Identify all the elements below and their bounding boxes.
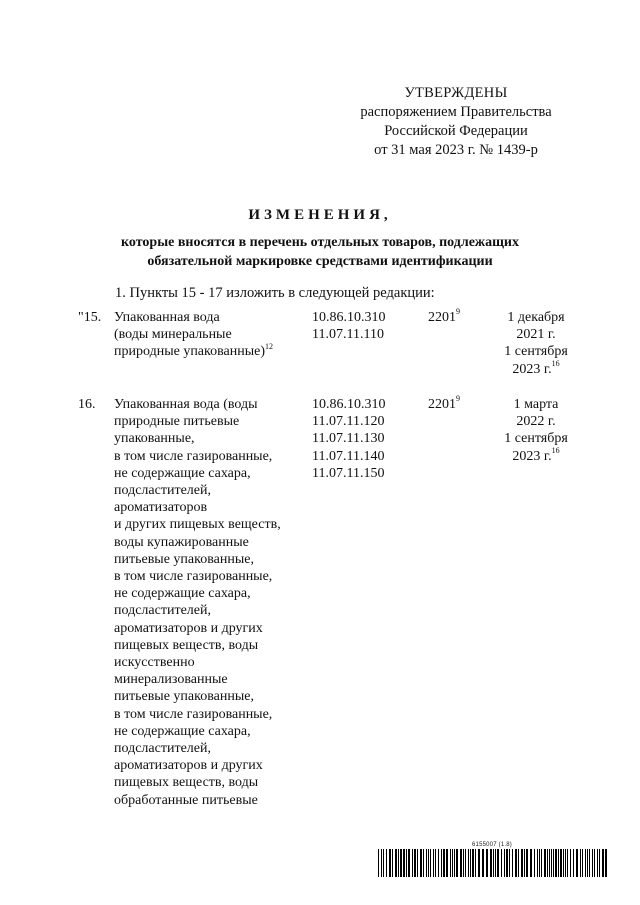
row-16-name: [114, 396, 304, 809]
barcode-bar: [582, 849, 583, 877]
approval-line-3: от 31 мая 2023 г. № 1439-р: [374, 142, 538, 158]
barcode-bar: [512, 849, 513, 877]
barcode-bar: [495, 849, 496, 877]
barcode-bar: [486, 849, 488, 877]
row-16-name-line: в том числе газированные,: [114, 448, 273, 464]
row-16-name-line: ароматизаторов и других: [114, 620, 263, 636]
row-16-name-line: питьевые упакованные,: [114, 551, 254, 567]
row-16-name-line: в том числе газированные,: [114, 569, 273, 585]
tnved-code: 2201: [428, 397, 456, 412]
barcode-bar: [605, 849, 607, 877]
barcode-bar: [441, 849, 442, 877]
okpd-code: 11.07.11.120: [312, 414, 385, 430]
barcode-bar: [544, 849, 546, 877]
barcode-bar: [482, 849, 484, 877]
barcode-bar: [587, 849, 588, 877]
row-16-name-line: природные питьевые: [114, 414, 240, 430]
subtitle-line-1: которые вносятся в перечень отдельных товаров, подлежащих: [121, 235, 519, 250]
barcode-bar: [602, 849, 604, 877]
row-16-name-line: пищевых веществ, воды: [114, 637, 259, 653]
okpd-code: 11.07.11.110: [312, 327, 384, 343]
barcode-bar: [521, 849, 523, 877]
row-16-codes: [312, 396, 412, 482]
barcode-bar: [597, 849, 598, 877]
tnved-code: 2201: [428, 310, 456, 325]
barcode-bar: [450, 849, 451, 877]
barcode-bar: [594, 849, 595, 877]
footnote-ref: 9: [456, 394, 460, 404]
barcode-bar: [592, 849, 593, 877]
row-16-name-line: пищевых веществ, воды: [114, 775, 259, 791]
row-15-tnved: [428, 309, 478, 326]
row-16-name-line: минерализованные: [114, 672, 228, 688]
barcode-bar: [403, 849, 405, 877]
barcode-bar: [408, 849, 410, 877]
row-16-name-line: не содержащие сахара,: [114, 465, 251, 481]
barcode-bar: [386, 849, 387, 877]
barcode-bar: [456, 849, 458, 877]
document-title: ИЗМЕНЕНИЯ,: [248, 207, 392, 223]
barcode-bar: [555, 849, 557, 877]
barcode-bar: [406, 849, 407, 877]
barcode-bar: [547, 849, 548, 877]
barcode-bar: [567, 849, 568, 877]
barcode-bar: [423, 849, 424, 877]
barcode-bar: [534, 849, 535, 877]
barcode-bar: [417, 849, 418, 877]
date-line: 1 декабря: [507, 310, 565, 325]
barcode-bar: [412, 849, 413, 877]
row-16-name-line: воды купажированные: [114, 534, 249, 550]
row-15-name: [114, 309, 304, 361]
barcode-bar: [490, 849, 492, 877]
barcode-bar: [580, 849, 581, 877]
barcode-bar: [398, 849, 399, 877]
barcode-bar: [443, 849, 445, 877]
barcode-bar: [428, 849, 429, 877]
date-line: [486, 445, 586, 465]
barcode-bar: [472, 849, 474, 877]
barcode-bar: [524, 849, 525, 877]
okpd-code: 11.07.11.130: [312, 431, 385, 447]
barcode-bar: [452, 849, 453, 877]
row-16-name-line: подсластителей,: [114, 483, 211, 499]
row-15-number: "15.: [78, 310, 102, 325]
barcode-bar: [509, 849, 510, 877]
barcode-bar: [518, 849, 519, 877]
barcode-bar: [541, 849, 542, 877]
row-16-name-line: подсластителей,: [114, 741, 211, 757]
okpd-code: 10.86.10.310: [312, 310, 386, 325]
barcode-bar: [400, 849, 402, 877]
okpd-code: 11.07.11.150: [312, 465, 385, 481]
okpd-code: 10.86.10.310: [312, 397, 386, 412]
barcode-bar: [389, 849, 391, 877]
row-15-name-line: (воды минеральные: [114, 327, 232, 343]
row-16-name-line: не содержащие сахара,: [114, 723, 251, 739]
barcode-bar: [560, 849, 562, 877]
barcode-bar: [475, 849, 476, 877]
barcode-bar: [526, 849, 528, 877]
date-line: 2022 г.: [516, 414, 556, 430]
barcode-bar: [438, 849, 439, 877]
barcode-bar: [504, 849, 505, 877]
barcode: [378, 849, 610, 877]
row-16-name-line: ароматизаторов: [114, 500, 208, 516]
approval-line-1: распоряжением Правительства: [360, 104, 552, 120]
row-16-number: 16.: [78, 397, 96, 412]
barcode-bar: [381, 849, 382, 877]
row-15-name-text: природные упакованные): [114, 344, 266, 360]
row-16-name-line: ароматизаторов и других: [114, 758, 263, 774]
date-line: 1 марта: [513, 397, 559, 412]
barcode-bar: [563, 849, 564, 877]
subtitle-line-2: обязательной маркировке средствами идентификации: [147, 254, 493, 269]
row-16-name-line: Упакованная вода (воды: [114, 397, 258, 412]
barcode-bar: [378, 849, 379, 877]
date-line: 1 сентября: [504, 344, 568, 360]
row-16-dates: [486, 396, 586, 465]
barcode-bar: [454, 849, 455, 877]
row-15-dates: [486, 309, 586, 378]
barcode-bar: [470, 849, 471, 877]
date-text: 2023 г.: [512, 448, 552, 464]
barcode-bar: [576, 849, 578, 877]
barcode-bar: [501, 849, 502, 877]
approval-stamp: [340, 84, 572, 160]
row-16-name-line: в том числе газированные,: [114, 706, 273, 722]
barcode-bar: [530, 849, 532, 877]
row-15-codes: [312, 309, 412, 343]
footnote-ref: 16: [551, 445, 560, 455]
row-16-name-line: питьевые упакованные,: [114, 689, 254, 705]
barcode-bar: [383, 849, 384, 877]
barcode-bar: [426, 849, 427, 877]
footnote-ref: 9: [456, 307, 460, 317]
row-16-name-line: искусственно: [114, 655, 195, 671]
barcode-bar: [497, 849, 499, 877]
barcode-bar: [515, 849, 517, 877]
row-16-name-line: не содержащие сахара,: [114, 586, 251, 602]
barcode-bar: [570, 849, 571, 877]
barcode-bar: [395, 849, 397, 877]
date-line: 2021 г.: [516, 327, 556, 343]
barcode-bar: [539, 849, 540, 877]
barcode-bar: [551, 849, 552, 877]
approval-heading: УТВЕРЖДЕНЫ: [404, 85, 508, 101]
row-16-name-line: обработанные питьевые: [114, 792, 258, 808]
barcode-bar: [478, 849, 480, 877]
barcode-bar: [589, 849, 590, 877]
barcode-bar: [553, 849, 554, 877]
intro-paragraph: 1. Пункты 15 - 17 изложить в следующей редакции:: [115, 285, 435, 301]
document-code: 6155007 (1.8): [472, 842, 512, 848]
barcode-bar: [446, 849, 448, 877]
date-text: 2023 г.: [512, 361, 552, 377]
barcode-bar: [392, 849, 393, 877]
okpd-code: 11.07.11.140: [312, 448, 385, 464]
barcode-bar: [599, 849, 600, 877]
approval-line-2: Российской Федерации: [384, 123, 528, 139]
row-16-tnved: [428, 396, 478, 413]
barcode-bar: [430, 849, 431, 877]
barcode-bar: [493, 849, 494, 877]
document-subtitle: [60, 233, 580, 271]
barcode-bar: [573, 849, 574, 877]
barcode-bar: [537, 849, 538, 877]
barcode-bar: [460, 849, 462, 877]
barcode-bar: [558, 849, 559, 877]
row-16-name-line: и других пищевых веществ,: [114, 517, 281, 533]
barcode-bar: [468, 849, 469, 877]
date-line: [486, 358, 586, 378]
barcode-bar: [433, 849, 434, 877]
barcode-bar: [465, 849, 466, 877]
barcode-bar: [420, 849, 422, 877]
barcode-bar: [414, 849, 416, 877]
row-16-name-line: подсластителей,: [114, 603, 211, 619]
barcode-bar: [435, 849, 436, 877]
barcode-bar: [506, 849, 508, 877]
barcode-bar: [463, 849, 464, 877]
date-line: 1 сентября: [504, 431, 568, 447]
footnote-ref: 16: [551, 358, 560, 368]
row-16-name-line: упакованные,: [114, 431, 195, 447]
row-15-name-line: [114, 343, 304, 360]
barcode-bar: [549, 849, 550, 877]
row-15-name-line: Упакованная вода: [114, 310, 220, 325]
footnote-ref: 12: [265, 341, 274, 351]
barcode-bar: [565, 849, 566, 877]
barcode-bar: [585, 849, 586, 877]
